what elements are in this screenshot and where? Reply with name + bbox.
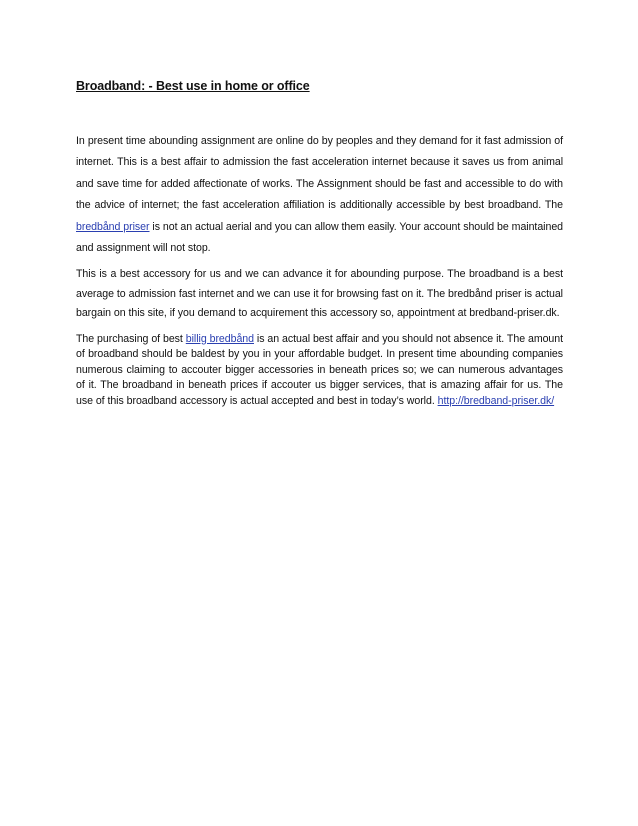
paragraph-1: [76, 131, 563, 259]
paragraph-2: This is a best accessory for us and we can advance it for abounding purpose. The broadband is a best average to admission fast internet and we can use it for browsing fast on it. The bredbånd priser is actual bargain on this site, if you demand to acquirement this accessory so, appointment at bredband-priser.dk.: [76, 268, 563, 320]
paragraph-1-text-start: In present time abounding assignment are online do by peoples and they demand for it fast admission of internet. This is a best affair to admission the fast acceleration internet because it saves us from animal and save time for added affectionate of works. The Assignment should be fast and accessible to do with the advice of internet; the fast acceleration affiliation is additionally accessible by best broadband. The: [76, 135, 563, 212]
billig-bredband-link[interactable]: billig bredbånd: [185, 332, 254, 345]
bredband-priser-url-link[interactable]: http://bredband-priser.dk/: [437, 395, 555, 408]
document-title: Broadband: - Best use in home or office: [76, 79, 310, 93]
paragraph-1-text-end: is not an actual aerial and you can allow them easily. Your account should be maintained and assignment will not stop.: [76, 220, 563, 255]
bredband-priser-link[interactable]: bredbånd priser: [76, 220, 150, 233]
document-page: [76, 78, 563, 416]
paragraph-3-text-start: The purchasing of best: [76, 332, 186, 345]
paragraph-3: [76, 332, 563, 410]
paragraph-3-text-end: is an actual best affair and you should not absence it. The amount of broadband should be baldest by you in your affordable budget. In present time abounding companies numerous claiming to accouter bigger accessories in beneath prices so; we can numerous advantages of it. The broadband in beneath prices if accouter us bigger services, that is amazing affair for us. The use of this broadband accessory is actual accepted and best in today’s world.: [76, 332, 564, 408]
